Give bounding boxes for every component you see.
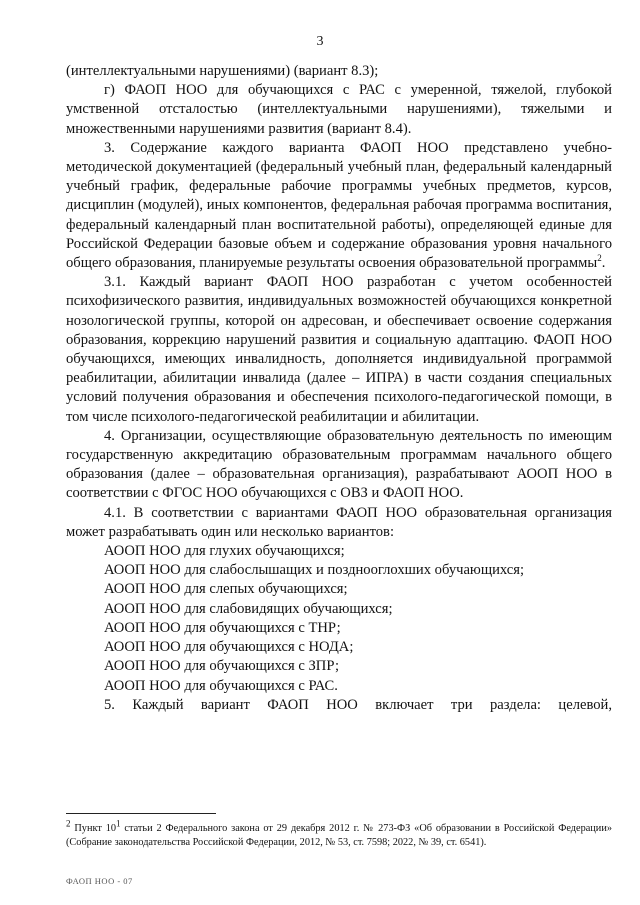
variant-item: АООП НОО для обучающихся с ЗПР; xyxy=(104,658,340,675)
footnote-marker: 2 xyxy=(66,818,71,829)
variant-item: АООП НОО для обучающихся с ТНР; xyxy=(104,619,341,636)
footnote-divider xyxy=(66,813,216,814)
paragraph-continuation: (интеллектуальными нарушениями) (вариант 8.3); xyxy=(66,63,379,79)
footnote-text-start: Пункт 10 xyxy=(70,823,117,834)
footnote-sup: 1 xyxy=(116,818,121,829)
paragraph-item-g: г) ФАОП НОО для обучающихся с РАС с умеренной, тяжелой, глубокой умственной отсталостью (интеллектуальными нарушениями), тяжелыми и множественными нарушениями развития (вариант 8.4). xyxy=(66,82,612,137)
footnote-text-end: статьи 2 Федерального закона от 29 декабря 2012 г. № 273-ФЗ «Об образовании в Российской Федерации» (Собрание законодательства Российской Федерации, 2012, № 53, ст. 7598; 2022, № 39, ст. 6541). xyxy=(66,823,612,848)
footnote-reference[interactable]: 2 xyxy=(597,253,602,264)
paragraph-4-1: 4.1. В соответствии с вариантами ФАОП НОО образовательная организация может разрабатывать один или несколько вариантов: xyxy=(66,504,612,540)
variant-item: АООП НОО для обучающихся с РАС. xyxy=(104,677,338,694)
paragraph-3-text: 3. Содержание каждого варианта ФАОП НОО представлено учебно-методической документацией (федеральный учебный план, федеральный календарный учебный график, федеральные рабочие программы учебных предметов, курсов, дисциплин (модулей), иных компонентов, федеральная рабочая программа воспитания, федеральный календарный план воспитательной работы), определяющей единые для Российской Федерации базовые объем и содержание образования уровня начального общего образования, планируемые результаты освоения образовательной программы xyxy=(66,139,612,272)
footnote xyxy=(66,818,612,850)
document-body xyxy=(66,62,612,715)
variant-item: АООП НОО для обучающихся с НОДА; xyxy=(104,639,354,656)
variant-item: АООП НОО для глухих обучающихся; xyxy=(104,543,345,560)
variant-item: АООП НОО для слабовидящих обучающихся; xyxy=(104,600,393,617)
paragraph-4: 4. Организации, осуществляющие образовательную деятельность по имеющим государственную аккредитацию образовательным программам начального общего образования (далее – образовательная организация), разрабатывают АООП НОО в соответствии с ФГОС НОО обучающихся с ОВЗ и ФАОП НОО. xyxy=(66,427,612,502)
variant-item: АООП НОО для слепых обучающихся; xyxy=(104,581,348,598)
variant-item: АООП НОО для слабослышащих и позднооглохших обучающихся; xyxy=(104,562,525,579)
paragraph-5: 5. Каждый вариант ФАОП НОО включает три раздела: целевой, xyxy=(104,696,612,713)
footer-document-code: ФАОП НОО - 07 xyxy=(66,876,133,886)
paragraph-3: 3. Содержание каждого варианта ФАОП НОО представлено учебно-методической документацией (федеральный учебный план, федеральный календарный учебный график, федеральные рабочие программы учебных предметов, курсов, дисциплин (модулей), иных компонентов, федеральная рабочая программа воспитания, федеральный календарный план воспитательной работы), определяющей единые для Российской Федерации базовые объем и содержание образования уровня начального общего образования, планируемые результаты освоения образовательной программы$^2$. xyxy=(66,139,612,272)
page-number: 3 xyxy=(316,34,324,49)
paragraph-3-1: 3.1. Каждый вариант ФАОП НОО разработан с учетом особенностей психофизического развития, индивидуальных возможностей обучающихся конкретной нозологической группы, которой он адресован, и обеспечивает освоение содержания образования, коррекцию нарушений развития и социальную адаптацию. ФАОП НОО обучающихся, имеющих инвалидность, дополняется индивидуальной программой реабилитации, абилитации инвалида (далее – ИПРА) в части создания специальных условий получения образования и обеспечения психолого-педагогической помощи, в том числе психолого-педагогической реабилитации и абилитации. xyxy=(66,274,612,425)
